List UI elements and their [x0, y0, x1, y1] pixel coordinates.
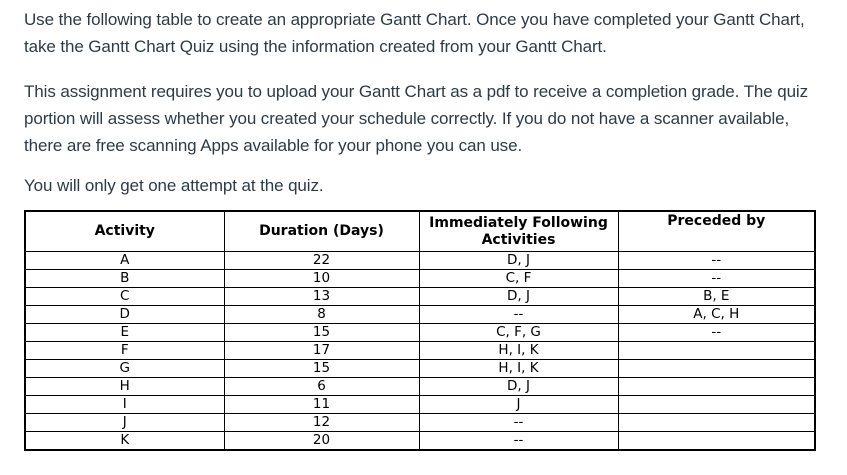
cell-duration: 17: [224, 342, 419, 360]
cell-following: D, J: [419, 252, 618, 270]
cell-following: D, J: [419, 378, 618, 396]
table-row: [25, 306, 815, 324]
cell-duration: 8: [224, 306, 419, 324]
cell-preceded: --: [618, 324, 815, 342]
cell-activity: D: [25, 306, 224, 324]
cell-duration: 15: [224, 324, 419, 342]
table-row: [25, 378, 815, 396]
cell-activity: F: [25, 342, 224, 360]
cell-preceded: [618, 378, 815, 396]
table-row: [25, 432, 815, 451]
cell-preceded: [618, 360, 815, 378]
cell-following: J: [419, 396, 618, 414]
table-row: [25, 288, 815, 306]
instructions-paragraph-2: This assignment requires you to upload your Gantt Chart as a pdf to receive a completion grade. The quiz portion will assess whether you created your schedule correctly. If you do not have a scanner available, there are free scanning Apps available for your phone you can use.: [24, 82, 809, 155]
header-duration: Duration (Days): [224, 211, 419, 252]
cell-activity: G: [25, 360, 224, 378]
cell-activity: A: [25, 252, 224, 270]
cell-following: D, J: [419, 288, 618, 306]
cell-duration: 6: [224, 378, 419, 396]
cell-preceded: --: [618, 270, 815, 288]
activity-table: [24, 210, 816, 451]
cell-activity: H: [25, 378, 224, 396]
cell-activity: E: [25, 324, 224, 342]
table-row: [25, 270, 815, 288]
cell-following: --: [419, 432, 618, 451]
cell-activity: J: [25, 414, 224, 432]
table-row: [25, 324, 815, 342]
table-header-row: [25, 211, 815, 252]
cell-preceded: --: [618, 252, 815, 270]
cell-following: --: [419, 306, 618, 324]
cell-duration: 11: [224, 396, 419, 414]
table-row: [25, 252, 815, 270]
instructions-paragraph-3: You will only get one attempt at the quiz.: [24, 176, 324, 195]
cell-following: C, F, G: [419, 324, 618, 342]
cell-following: H, I, K: [419, 342, 618, 360]
assignment-content: [0, 0, 847, 199]
cell-preceded: A, C, H: [618, 306, 815, 324]
cell-activity: C: [25, 288, 224, 306]
table-row: [25, 342, 815, 360]
cell-following: --: [419, 414, 618, 432]
cell-preceded: B, E: [618, 288, 815, 306]
cell-duration: 15: [224, 360, 419, 378]
header-activity: Activity: [25, 211, 224, 252]
cell-duration: 20: [224, 432, 419, 451]
cell-activity: K: [25, 432, 224, 451]
cell-preceded: [618, 342, 815, 360]
cell-following: C, F: [419, 270, 618, 288]
cell-following: H, I, K: [419, 360, 618, 378]
table-row: [25, 360, 815, 378]
instructions-paragraph-1: Use the following table to create an appropriate Gantt Chart. Once you have completed your Gantt Chart, take the Gantt Chart Quiz using the information created from your Gantt Chart.: [24, 10, 805, 56]
cell-duration: 22: [224, 252, 419, 270]
cell-duration: 13: [224, 288, 419, 306]
cell-preceded: [618, 432, 815, 451]
cell-activity: B: [25, 270, 224, 288]
cell-duration: 12: [224, 414, 419, 432]
cell-duration: 10: [224, 270, 419, 288]
header-preceded-by: Preceded by: [618, 211, 815, 252]
header-immediately-following: Immediately Following Activities: [419, 211, 618, 252]
cell-preceded: [618, 396, 815, 414]
cell-preceded: [618, 414, 815, 432]
table-row: [25, 414, 815, 432]
cell-activity: I: [25, 396, 224, 414]
table-row: [25, 396, 815, 414]
